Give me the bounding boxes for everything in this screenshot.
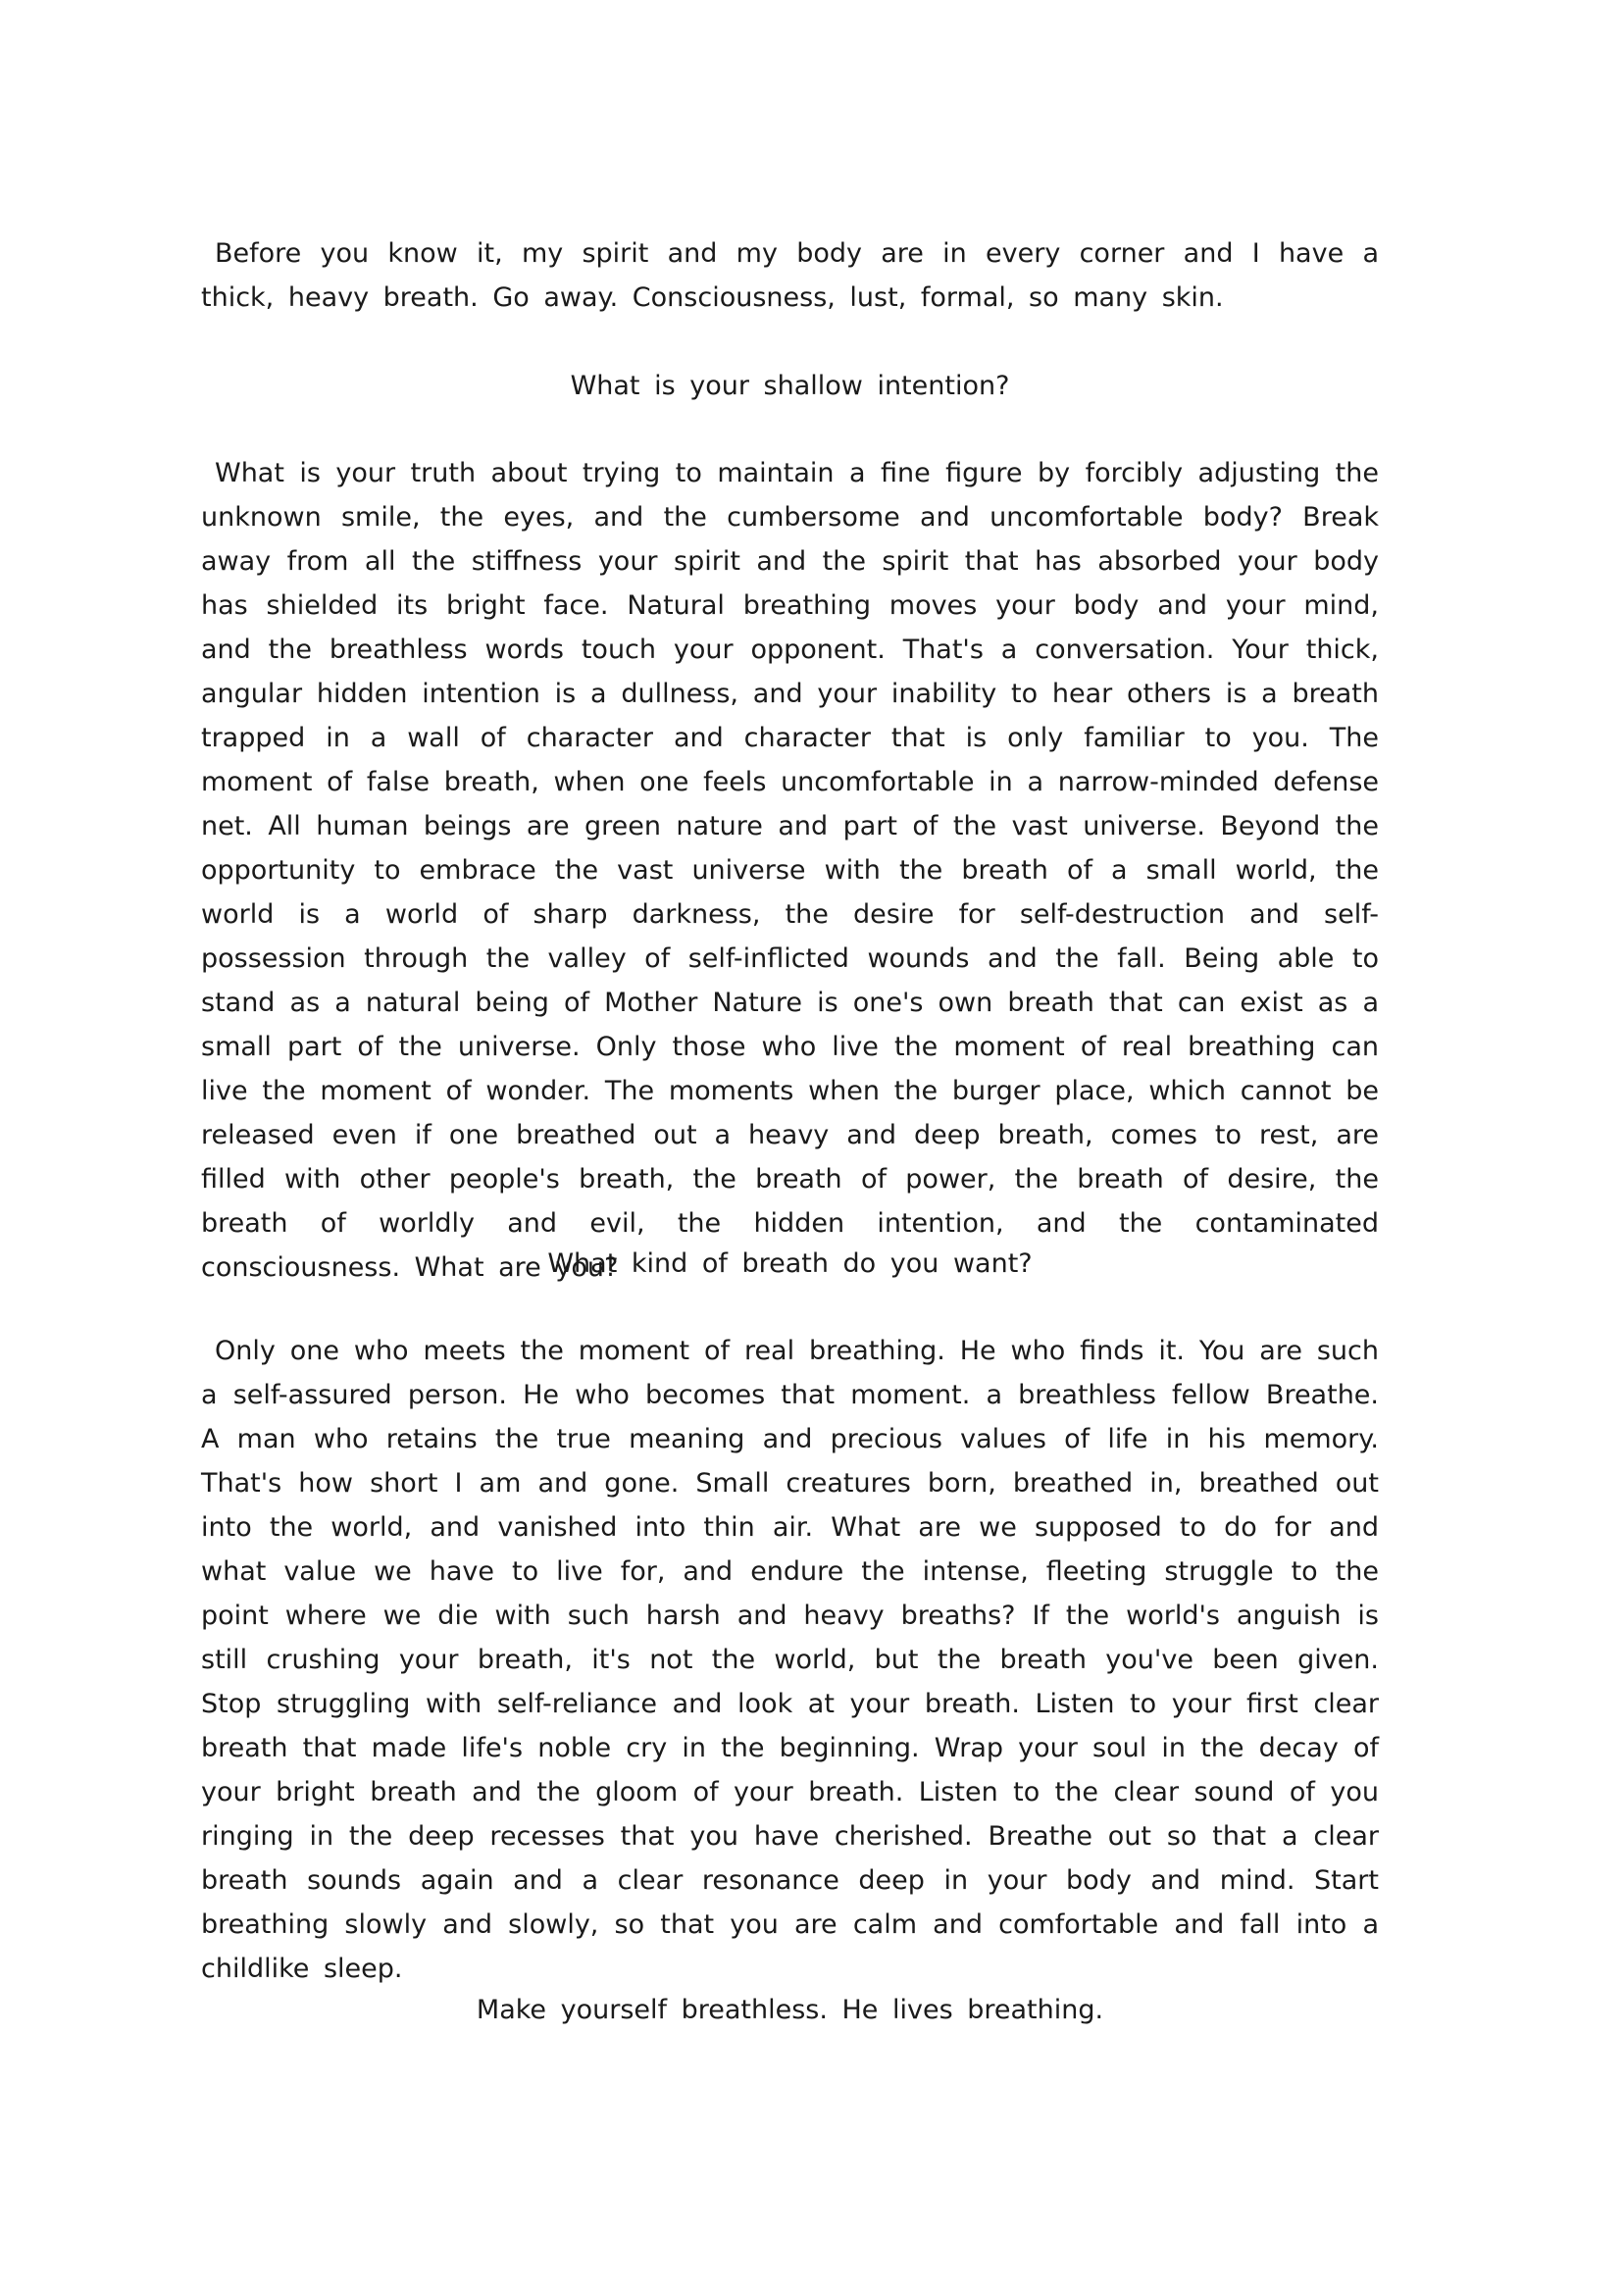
section-heading-1: What is your shallow intention? xyxy=(570,371,1010,401)
section-heading-2: What kind of breath do you want? xyxy=(547,1248,1033,1279)
paragraph-2: What is your truth about trying to maintain a fine figure by forcibly adjusting the unknown smile, the eyes, and the cumbersome and uncomfortable body? Break away from all the stiffness your spirit and the spirit that has absorbed your body has shielded its bright face. Natural breathing moves your body and your mind, and the breathless words touch your opponent. That's a conversation. Your thick, angular hidden intention is a dullness, and your inability to hear others is a breath trapped in a wall of character and character that is only familiar to you. The moment of false breath, when one feels uncomfortable in a narrow-minded defense net. All human beings are green nature and part of the vast universe. Beyond the opportunity to embrace the vast universe with the breath of a small world, the world is a world of sharp darkness, the desire for self-destruction and self-possession through the valley of self-inflicted wounds and the fall. Being able to stand as a natural being of Mother Nature is one's own breath that can exist as a small part of the universe. Only those who live the moment of real breathing can live the moment of wonder. The moments when the burger place, which cannot be released even if one breathed out a heavy and deep breath, comes to rest, are filled with other people's breath, the breath of power, the breath of desire, the breath of worldly and evil, the hidden intention, and the contaminated consciousness. What are you? xyxy=(201,458,1379,1283)
paragraph-3: Only one who meets the moment of real breathing. He who finds it. You are such a self-assured person. He who becomes that moment. a breathless fellow Breathe. A man who retains the true meaning and precious values of life in his memory. That's how short I am and gone. Small creatures born, breathed in, breathed out into the world, and vanished into thin air. What are we supposed to do for and what value we have to live for, and endure the intense, fleeting struggle to the point where we die with such harsh and heavy breaths? If the world's anguish is still crushing your breath, it's not the world, but the breath you've been given. Stop struggling with self-reliance and look at your breath. Listen to your first clear breath that made life's noble cry in the beginning. Wrap your soul in the decay of your bright breath and the gloom of your breath. Listen to the clear sound of you ringing in the deep recesses that you have cherished. Breathe out so that a clear breath sounds again and a clear resonance deep in your body and mind. Start breathing slowly and slowly, so that you are calm and comfortable and fall into a childlike sleep. xyxy=(201,1336,1379,1984)
closing-line: Make yourself breathless. He lives breathing. xyxy=(476,1995,1104,2025)
paragraph-1: Before you know it, my spirit and my body are in every corner and I have a thick, heavy breath. Go away. Consciousness, lust, formal, so many skin. xyxy=(201,238,1379,313)
